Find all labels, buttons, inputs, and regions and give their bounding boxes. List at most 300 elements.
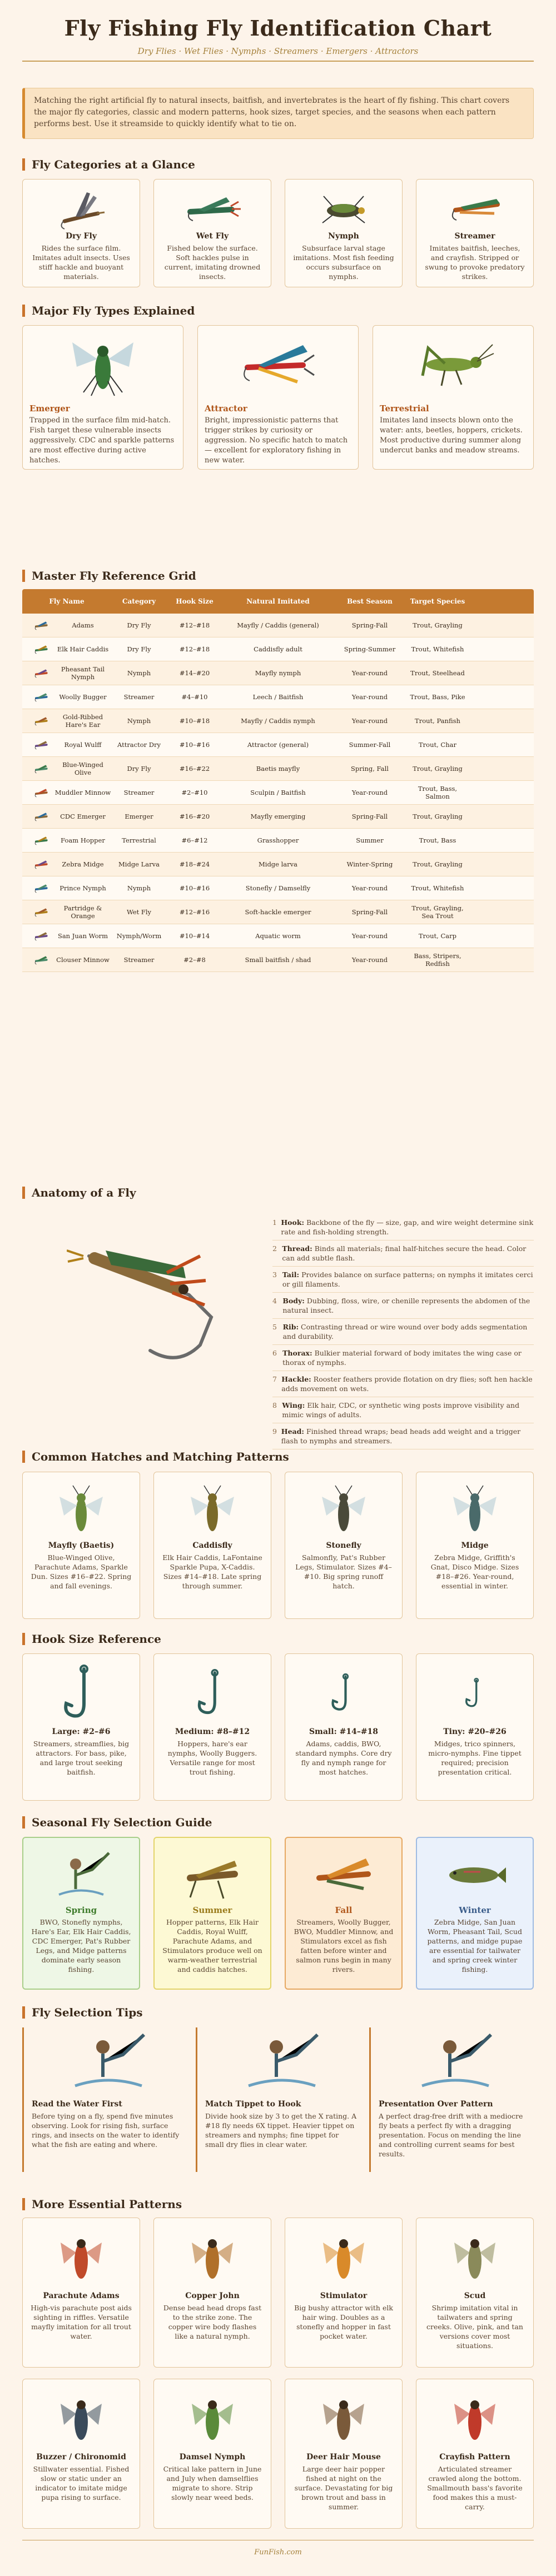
pattern-card <box>416 2218 534 2368</box>
major-title: Emerger <box>29 403 70 413</box>
emerger-icon <box>29 326 176 403</box>
medium-hook-icon <box>162 1661 263 1727</box>
pattern-title: Copper John <box>185 2291 240 2300</box>
section-title-hatches: Common Hatches and Matching Patterns <box>22 1451 289 1463</box>
table-row <box>22 829 534 853</box>
seasonal-card <box>285 1837 403 1990</box>
fly-name: San Juan Worm <box>57 932 108 940</box>
seasonal-text: Hopper patterns, Elk Hair Caddis, Royal Wulff, Parachute Adams, and Stimulators produce well on warm-weather terrestrial and caddis hatches. <box>162 1918 262 1974</box>
cell-season: Year-round <box>351 789 388 796</box>
table-row <box>22 876 534 900</box>
cell-fly-name <box>22 930 111 942</box>
pattern-card <box>153 2379 271 2529</box>
anatomy-text: Contrasting thread or wire wound over body adds segmentation and durability. <box>282 1323 528 1341</box>
col-header-name: Fly Name <box>49 597 85 605</box>
cell-category: Wet Fly <box>126 908 152 916</box>
cell-hook-size: #16–#20 <box>179 813 210 820</box>
header-divider <box>22 61 534 62</box>
major-title: Terrestrial <box>380 403 429 413</box>
cell-species: Trout, Grayling <box>413 621 463 629</box>
col-header-hook: Hook Size <box>176 597 214 605</box>
adams-icon <box>33 619 50 631</box>
large-hook-icon <box>31 1661 132 1727</box>
cell-season: Spring-Fall <box>351 813 388 820</box>
table-row <box>22 853 534 876</box>
pattern-text: Stillwater essential. Fished slow or static under an indicator to imitate midge pupa rising to surface. <box>33 2465 130 2502</box>
category-card-wet <box>153 179 271 287</box>
anatomy-text: Dubbing, floss, wire, or chenille represents the abdomen of the natural insect. <box>282 1297 530 1314</box>
cell-category: Midge Larva <box>118 860 160 868</box>
anatomy-text-wrap <box>281 1374 534 1393</box>
footer: FunFish.com <box>254 2548 302 2557</box>
royal-wulff-icon <box>33 739 50 751</box>
anatomy-item <box>272 1345 534 1371</box>
cell-season: Spring, Fall <box>351 765 389 773</box>
cell-species: Trout, Whitefish <box>411 645 464 653</box>
cell-natural: Soft-hackle emerger <box>245 908 311 916</box>
fly-name: Partridge & Orange <box>63 904 102 920</box>
anatomy-item <box>272 1423 534 1449</box>
pattern-title: Deer Hair Mouse <box>306 2453 381 2462</box>
anatomy-number: 3 <box>272 1270 277 1279</box>
cell-season: Year-round <box>351 693 388 701</box>
major-title: Attractor <box>205 403 247 413</box>
anatomy-number: 1 <box>272 1218 277 1227</box>
cell-natural: Leech / Baitfish <box>252 693 304 701</box>
caddis-icon <box>33 643 50 655</box>
hatches-text: Zebra Midge, Griffith's Gnat, Disco Midge. Sizes #18–#26. Year-round, essential in winter. <box>430 1553 519 1590</box>
cell-species: Trout, Whitefish <box>411 884 464 892</box>
anatomy-part: Hackle: <box>281 1375 311 1383</box>
table-row <box>22 805 534 829</box>
boat-angler-icon <box>379 2027 532 2100</box>
hatches-card <box>22 1472 140 1619</box>
cell-species: Trout, Bass, Salmon <box>418 785 458 800</box>
anatomy-item <box>272 1240 534 1267</box>
cell-species: Trout, Panfish <box>415 717 460 725</box>
anatomy-text: Elk hair, CDC, or synthetic wing posts improve visibility and mimic wings of adults. <box>282 1401 520 1419</box>
pattern-card <box>285 2218 403 2368</box>
angler-icon <box>31 1845 131 1906</box>
cell-natural: Sculpin / Baitfish <box>250 789 306 796</box>
page-title: Fly Fishing Fly Identification Chart <box>64 16 492 41</box>
cell-season: Summer <box>356 836 384 844</box>
cell-hook-size: #2–#8 <box>183 956 206 964</box>
crayfish-icon <box>424 2386 525 2453</box>
major-card-attractor <box>197 325 359 470</box>
cell-species: Bass, Stripers, Redfish <box>414 952 461 968</box>
cell-hook-size: #10–#18 <box>179 717 210 725</box>
table-row <box>22 709 534 733</box>
hooks-card <box>153 1653 271 1801</box>
hatches-text: Blue-Winged Olive, Parachute Adams, Sparkle Dun. Sizes #16–#22. Spring and fall evenings. <box>31 1553 132 1590</box>
table-row <box>22 637 534 661</box>
table-row <box>22 614 534 637</box>
cell-season: Year-round <box>351 932 388 940</box>
cell-species: Trout, Grayling, Sea Trout <box>411 904 464 920</box>
seasonal-card <box>153 1837 271 1990</box>
pattern-card <box>416 2379 534 2529</box>
nymph-icon <box>293 186 394 232</box>
hatches-text: Elk Hair Caddis, LaFontaine Sparkle Pupa, X-Caddis. Sizes #14–#18. Late spring through summer. <box>162 1553 262 1590</box>
table-row <box>22 924 534 948</box>
cell-season: Year-round <box>351 669 388 677</box>
tip-text: Before tying on a fly, spend five minutes observing. Look for rising fish, surface rings, and insects on the water to identify what the fish are eating and where. <box>32 2112 180 2149</box>
section-title-categories: Fly Categories at a Glance <box>22 158 195 171</box>
table-header <box>22 589 534 614</box>
tip-card <box>22 2027 185 2172</box>
hooks-text: Midges, trico spinners, micro-nymphs. Fine tippet required; precision presentation critical. <box>428 1740 522 1776</box>
zebra-midge-icon <box>33 858 50 870</box>
anatomy-part: Body: <box>282 1297 305 1305</box>
cell-fly-name <box>22 882 111 894</box>
cell-fly-name <box>22 643 111 655</box>
hatches-card <box>416 1472 534 1619</box>
cell-natural: Aquatic worm <box>255 932 301 940</box>
cell-hook-size: #10–#14 <box>179 932 210 940</box>
pattern-card <box>285 2379 403 2529</box>
dry-fly-icon <box>31 186 132 232</box>
table-row <box>22 948 534 972</box>
table-body <box>22 614 534 972</box>
pattern-text: Articulated streamer crawled along the bottom. Smallmouth bass's favorite food makes this a must-carry. <box>427 2465 523 2511</box>
tip-text: Divide hook size by 3 to get the X rating. A #18 fly needs 6X tippet. Heavier tippet on streamers and nymphs; fine tippet for small dry flies in clear water. <box>205 2112 357 2149</box>
cell-fly-name <box>22 858 111 870</box>
cell-hook-size: #18–#24 <box>179 860 210 868</box>
cell-natural: Mayfly / Caddis nymph <box>241 717 315 725</box>
pattern-text: Large deer hair popper fished at night on the surface. Devastating for big brown trout and bass in summer. <box>294 2465 393 2511</box>
cell-season: Spring-Fall <box>351 621 388 629</box>
hopper-fly-icon <box>162 1845 262 1906</box>
prince-nymph-icon <box>33 882 50 894</box>
seasonal-card <box>416 1837 534 1990</box>
pattern-title: Damsel Nymph <box>179 2453 246 2462</box>
anatomy-part: Thread: <box>282 1244 312 1253</box>
tip-title: Match Tippet to Hook <box>205 2100 301 2109</box>
pattern-text: Critical lake pattern in June and July when damselflies migrate to shore. Strip slowly near weed beds. <box>163 2465 262 2502</box>
cell-species: Trout, Steelhead <box>410 669 465 677</box>
fly-name: Muddler Minnow <box>54 789 111 796</box>
table-row <box>22 685 534 709</box>
pattern-title: Buzzer / Chironomid <box>36 2453 126 2462</box>
hooks-text: Adams, caddis, BWO, standard nymphs. Core dry fly and nymph range for most hatches. <box>295 1740 392 1776</box>
anatomy-text: Provides balance on surface patterns; on nymphs it imitates cerci or gill filaments. <box>282 1270 533 1288</box>
parachute-adams-icon <box>31 2225 132 2291</box>
cell-fly-name <box>22 739 111 751</box>
anatomy-item <box>272 1371 534 1397</box>
cell-fly-name <box>22 834 111 846</box>
seasonal-title: Fall <box>335 1905 353 1915</box>
header <box>0 0 556 67</box>
cell-species: Trout, Grayling <box>413 813 463 820</box>
scud-icon <box>424 2225 525 2291</box>
anatomy-part: Head: <box>281 1427 304 1436</box>
category-text: Rides the surface film. Imitates adult insects. Uses stiff hackle and buoyant materials. <box>32 244 130 281</box>
cell-hook-size: #12–#18 <box>179 621 210 629</box>
category-card-nymph <box>285 179 403 287</box>
fly-name: Gold-Ribbed Hare's Ear <box>62 713 103 729</box>
pattern-text: Shrimp imitation vital in tailwaters and spring creeks. Olive, pink, and tan versions cover most situations. <box>426 2304 523 2350</box>
pattern-title: Scud <box>464 2291 486 2300</box>
table-row <box>22 900 534 924</box>
intro-box: Matching the right artificial fly to natural insects, baitfish, and invertebrates is the heart of fly fishing. This chart covers the major fly categories, classic and modern patterns, hook sizes, target species, and the seasons when each pattern performs best. Use it streamside to quickly identify what to tie on. <box>22 88 534 139</box>
damsel-icon <box>162 2386 263 2453</box>
small-hook-icon <box>293 1661 394 1727</box>
col-header-species: Target Species <box>410 597 465 605</box>
hopper-icon <box>33 834 50 846</box>
cell-natural: Stonefly / Damselfly <box>245 884 311 892</box>
seasonal-card <box>22 1837 140 1990</box>
cell-season: Winter-Spring <box>346 860 393 868</box>
anatomy-item <box>272 1214 534 1240</box>
seasonal-title: Spring <box>65 1905 97 1915</box>
anatomy-text-wrap <box>283 1322 534 1341</box>
hooks-title: Small: #14–#18 <box>309 1727 379 1736</box>
page-subtitle: Dry Flies · Wet Flies · Nymphs · Streamers · Emergers · Attractors <box>137 46 419 56</box>
cell-natural: Mayfly / Caddis (general) <box>237 621 319 629</box>
cell-species: Trout, Grayling <box>413 860 463 868</box>
anatomy-text-wrap <box>282 1296 534 1315</box>
section-title-major: Major Fly Types Explained <box>22 305 195 317</box>
hatches-card <box>285 1472 403 1619</box>
fly-name: Prince Nymph <box>59 884 106 892</box>
anatomy-item <box>272 1293 534 1319</box>
grasshopper-icon <box>380 326 527 403</box>
section-title-seasonal: Seasonal Fly Selection Guide <box>22 1816 212 1828</box>
anatomy-number: 8 <box>272 1401 277 1409</box>
cell-season: Year-round <box>351 956 388 964</box>
anatomy-list <box>272 1214 534 1449</box>
section-title-more: More Essential Patterns <box>22 2198 182 2210</box>
hooks-text: Hoppers, hare's ear nymphs, Woolly Buggers. Versatile range for most trout fishing. <box>167 1740 257 1776</box>
hooks-card <box>285 1653 403 1801</box>
category-text: Subsurface larval stage imitations. Most fish feeding occurs subsurface on nymphs. <box>293 244 394 281</box>
cell-category: Streamer <box>123 956 155 964</box>
section-title-anatomy: Anatomy of a Fly <box>22 1187 136 1199</box>
anatomy-number: 4 <box>272 1297 277 1305</box>
pattern-title: Crayfish Pattern <box>439 2453 510 2462</box>
major-card-terrestrial <box>373 325 534 470</box>
cell-species: Trout, Char <box>419 741 456 749</box>
seasonal-text: BWO, Stonefly nymphs, Hare's Ear, Elk Hair Caddis, CDC Emerger, Pat's Rubber Legs, and Midge patterns dominate early season fishing. <box>31 1918 131 1974</box>
midge-icon <box>424 1479 525 1541</box>
hatches-title: Midge <box>461 1541 489 1550</box>
hares-ear-icon <box>33 715 50 727</box>
cell-fly-name <box>22 810 111 823</box>
fly-name: Zebra Midge <box>62 860 104 868</box>
hatches-text: Salmonfly, Pat's Rubber Legs, Stimulator. Sizes #4–#10. Big spring runoff hatch. <box>295 1553 392 1590</box>
anatomy-part: Rib: <box>282 1323 299 1331</box>
pattern-text: High-vis parachute post aids sighting in riffles. Versatile mayfly imitation for all trout water. <box>31 2304 132 2340</box>
fly-name: Foam Hopper <box>61 836 105 844</box>
seasonal-text: Zebra Midge, San Juan Worm, Pheasant Tail, Scud patterns, and midge pupae are essential for tailwater and spring creek winter fishing. <box>427 1918 523 1974</box>
anatomy-text-wrap <box>282 1244 534 1263</box>
tip-text: A perfect drag-free drift with a mediocre fly beats a perfect fly with a dragging presentation. Focus on mending the line and controlling current seams for best results. <box>379 2112 523 2158</box>
tip-card <box>196 2027 358 2172</box>
wet-fly-icon <box>162 186 263 232</box>
category-text: Fished below the surface. Soft hackles pulse in current, imitating drowned insects. <box>164 244 261 281</box>
cell-natural: Mayfly nymph <box>255 669 301 677</box>
col-header-season: Best Season <box>347 597 393 605</box>
cell-hook-size: #16–#22 <box>179 765 210 773</box>
cell-fly-name <box>22 954 111 966</box>
anatomy-number: 9 <box>272 1427 277 1436</box>
cell-species: Trout, Carp <box>419 932 456 940</box>
anatomy-item <box>272 1319 534 1345</box>
cell-fly-name <box>22 713 111 729</box>
cell-category: Nymph <box>127 717 151 725</box>
anatomy-part: Tail: <box>282 1270 300 1279</box>
fly-name: Royal Wulff <box>64 741 102 749</box>
col-header-category: Category <box>122 597 156 605</box>
anatomy-text: Backbone of the fly — size, gap, and wire weight determine sink rate and fish-holding strength. <box>281 1218 534 1236</box>
mouse-icon <box>293 2386 394 2453</box>
pheasant-tail-icon <box>33 667 50 679</box>
seasonal-title: Winter <box>459 1905 491 1915</box>
anatomy-text: Rooster feathers provide flotation on dry flies; soft hen hackle adds movement on wets. <box>281 1375 533 1393</box>
section-title-grid: Master Fly Reference Grid <box>22 570 196 582</box>
cell-species: Trout, Grayling <box>413 765 463 773</box>
bwo-icon <box>33 763 50 775</box>
anatomy-item <box>272 1397 534 1423</box>
cell-season: Summer-Fall <box>349 741 391 749</box>
streamer-icon <box>424 186 525 232</box>
cell-category: Attractor Dry <box>117 741 161 749</box>
major-text: Bright, impressionistic patterns that trigger strikes by curiosity or aggression. No specific hatch to match — excellent for exploratory fishing in new water. <box>205 416 348 465</box>
anatomy-text-wrap <box>282 1401 534 1419</box>
anatomy-part: Thorax: <box>282 1349 312 1357</box>
cell-season: Year-round <box>351 884 388 892</box>
pattern-card <box>22 2379 140 2529</box>
tiny-hook-icon <box>424 1661 525 1727</box>
pattern-title: Stimulator <box>320 2291 368 2300</box>
tip-title: Read the Water First <box>32 2100 122 2109</box>
anatomy-number: 7 <box>272 1375 277 1383</box>
fly-anatomy-illustration <box>67 1234 222 1378</box>
cell-category: Streamer <box>123 789 155 796</box>
cell-hook-size: #4–#10 <box>181 693 208 701</box>
cell-species: Trout, Bass <box>419 836 456 844</box>
clouser-icon <box>33 954 50 966</box>
copper-john-icon <box>162 2225 263 2291</box>
attractor-icon <box>205 326 351 403</box>
section-title-hooks: Hook Size Reference <box>22 1633 161 1645</box>
fly-name: Pheasant Tail Nymph <box>61 665 105 681</box>
hooks-card <box>416 1653 534 1801</box>
hatches-title: Caddisfly <box>192 1541 232 1550</box>
cell-natural: Attractor (general) <box>247 741 309 749</box>
table-row <box>22 757 534 781</box>
major-text: Imitates land insects blown onto the water: ants, beetles, hoppers, crickets. Most productive during summer along undercut banks and meadow streams. <box>380 416 523 455</box>
category-title: Nymph <box>328 232 359 241</box>
cell-hook-size: #12–#18 <box>179 645 210 653</box>
caddisfly-icon <box>162 1479 263 1541</box>
angler-wading-icon <box>32 2027 185 2100</box>
hooks-text: Streamers, streamflies, big attractors. For bass, pike, and large trout seeking baitfish. <box>33 1740 130 1776</box>
hatches-title: Mayfly (Baetis) <box>48 1541 115 1550</box>
stonefly-icon <box>293 1479 394 1541</box>
fly-name: Blue-Winged Olive <box>62 761 103 776</box>
mayfly-icon <box>31 1479 132 1541</box>
category-card-streamer <box>416 179 534 287</box>
hooks-card <box>22 1653 140 1801</box>
hatches-card <box>153 1472 271 1619</box>
fly-name: Clouser Minnow <box>56 956 110 964</box>
anatomy-item <box>272 1267 534 1293</box>
table-row <box>22 661 534 685</box>
anatomy-number: 2 <box>272 1244 277 1253</box>
category-card-dry <box>22 179 140 287</box>
cell-hook-size: #10–#16 <box>179 884 210 892</box>
cell-category: Dry Fly <box>127 645 151 653</box>
muddler-icon <box>33 786 50 799</box>
section-title-tips: Fly Selection Tips <box>22 2006 142 2019</box>
cell-hook-size: #6–#12 <box>181 836 208 844</box>
fly-name: CDC Emerger <box>60 813 106 820</box>
category-title: Wet Fly <box>196 232 229 241</box>
tip-card <box>369 2027 532 2172</box>
pattern-card <box>22 2218 140 2368</box>
anatomy-number: 6 <box>272 1349 277 1357</box>
pattern-text: Big bushy attractor with elk hair wing. Doubles as a stonefly and hopper in fast pocket water. <box>294 2304 393 2340</box>
category-text: Imitates baitfish, leeches, and crayfish. Stripped or swung to provoke predatory strikes. <box>425 244 525 281</box>
cell-hook-size: #10–#16 <box>179 741 210 749</box>
cell-fly-name <box>22 786 111 799</box>
woolly-bugger-icon <box>33 691 50 703</box>
cell-natural: Small baitfish / shad <box>245 956 311 964</box>
anatomy-text-wrap <box>281 1427 534 1446</box>
fly-name: Elk Hair Caddis <box>57 645 109 653</box>
anatomy-part: Wing: <box>282 1401 305 1409</box>
anatomy-text: Finished thread wraps; bead heads add weight and a trigger flash to nymphs and streamers. <box>281 1427 521 1445</box>
anatomy-text-wrap <box>281 1218 534 1237</box>
pattern-text: Dense bead head drops fast to the strike zone. The copper wire body flashes like a natural nymph. <box>163 2304 262 2340</box>
table-row <box>22 733 534 757</box>
seasonal-text: Streamers, Woolly Bugger, BWO, Muddler Minnow, and Stimulators excel as fish fatten before winter and salmon runs begin in many rivers. <box>294 1918 394 1974</box>
major-text: Trapped in the surface film mid-hatch. Fish target these vulnerable insects aggressively. CDC and sparkle patterns are most effective during active hatches. <box>29 416 175 465</box>
hatches-title: Stonefly <box>326 1541 361 1550</box>
cell-natural: Baetis mayfly <box>256 765 300 773</box>
streamer-fly-icon <box>294 1845 394 1906</box>
cell-category: Nymph <box>127 884 151 892</box>
cell-category: Emerger <box>125 813 153 820</box>
anatomy-text: Bulkier material forward of body imitates the wing case or thorax of nymphs. <box>282 1349 522 1367</box>
category-title: Dry Fly <box>66 232 97 241</box>
anatomy-number: 5 <box>272 1323 277 1331</box>
cell-fly-name <box>22 904 111 920</box>
cell-natural: Caddisfly adult <box>254 645 302 653</box>
partridge-icon <box>33 906 50 918</box>
cell-season: Spring-Fall <box>351 908 388 916</box>
worm-icon <box>33 930 50 942</box>
cell-category: Nymph <box>127 669 151 677</box>
fly-name: Woolly Bugger <box>59 693 107 701</box>
seasonal-title: Summer <box>192 1905 232 1915</box>
cell-natural: Grasshopper <box>257 836 299 844</box>
hook-tippet-icon <box>205 2027 358 2100</box>
cell-category: Dry Fly <box>127 621 151 629</box>
cell-hook-size: #2–#10 <box>181 789 208 796</box>
anatomy-part: Hook: <box>281 1218 305 1227</box>
cell-season: Spring-Summer <box>344 645 396 653</box>
table-row <box>22 781 534 805</box>
cell-category: Nymph/Worm <box>116 932 162 940</box>
anatomy-text-wrap <box>282 1270 534 1289</box>
cell-category: Terrestrial <box>122 836 156 844</box>
cdc-emerger-icon <box>33 810 50 823</box>
trout-icon <box>425 1845 525 1906</box>
major-card-emerger <box>22 325 183 470</box>
